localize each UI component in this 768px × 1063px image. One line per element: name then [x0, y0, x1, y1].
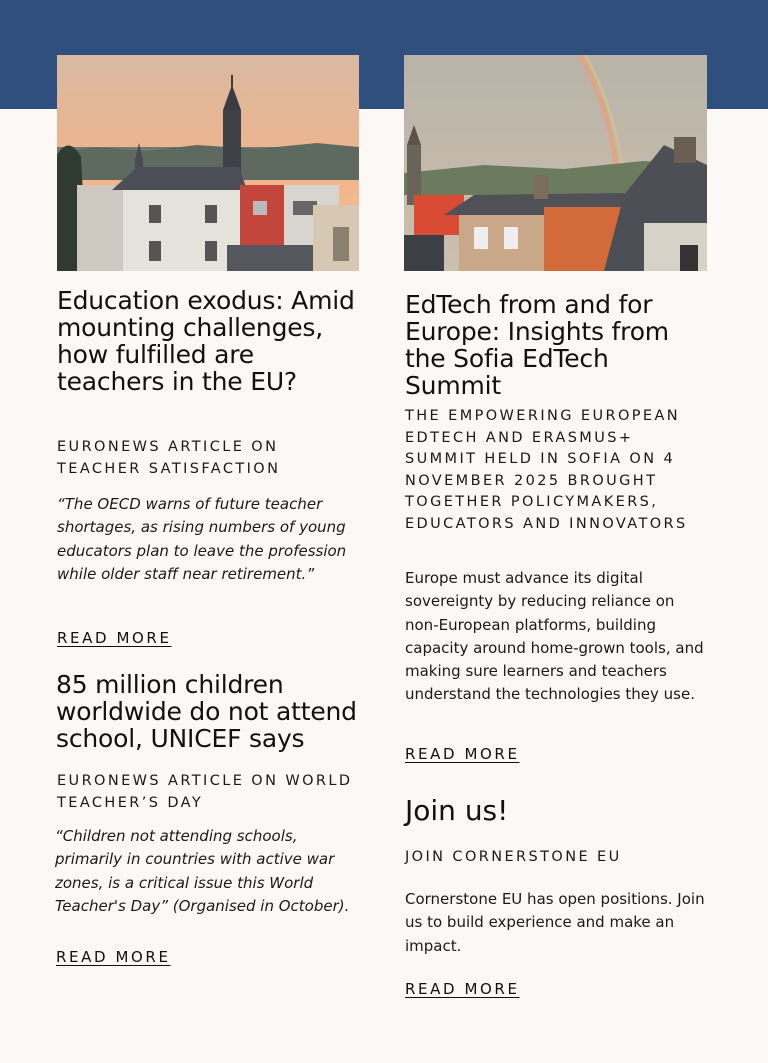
article-title-85-million-children: 85 million children worldwide do not attend school, UNICEF says — [56, 670, 357, 753]
article-body-digital-sovereignty: Europe must advance its digital sovereignty by reducing reliance on non-European platforms, building capacity around home-grown tools, and making sure learners and teachers understand the technologies they use. — [405, 569, 704, 704]
article-title-education-exodus: Education exodus: Amid mounting challenges, how fulfilled are teachers in the EU? — [57, 286, 355, 396]
article-kicker-teacher-satisfaction: EURONEWS ARTICLE ON TEACHER SATISFACTION — [57, 439, 281, 477]
article-quote-unicef: “Children not attending schools, primarily in countries with active war zones, is a critical issue this World Teacher's Day” (Organised in October). — [55, 827, 350, 915]
article-photo-rainbow-rooftops — [404, 55, 707, 271]
read-more-link-education-exodus[interactable]: READ MORE — [57, 629, 172, 647]
read-more-link-join[interactable]: READ MORE — [405, 980, 520, 998]
join-us-title: Join us! — [405, 794, 509, 827]
article-photo-church-sunset — [57, 55, 359, 271]
join-kicker-cornerstone: JOIN CORNERSTONE EU — [405, 849, 622, 865]
join-body-open-positions: Cornerstone EU has open positions. Join us to build experience and make an impact. — [405, 890, 705, 955]
read-more-link-unicef[interactable]: READ MORE — [56, 948, 171, 966]
article-kicker-world-teachers-day: EURONEWS ARTICLE ON WORLD TEACHER’S DAY — [57, 773, 353, 811]
read-more-link-edtech[interactable]: READ MORE — [405, 745, 520, 763]
article-quote-oecd: “The OECD warns of future teacher shortages, as rising numbers of young educators plan to leave the profession while older staff near retirement.” — [57, 495, 347, 583]
article-title-edtech-sofia: EdTech from and for Europe: Insights from the Sofia EdTech Summit — [405, 290, 669, 400]
article-kicker-edtech-summit: THE EMPOWERING EUROPEAN EDTECH AND ERASMUS+ SUMMIT HELD IN SOFIA ON 4 NOVEMBER 2025 BROUGHT TOGETHER POLICYMAKERS, EDUCATORS AND INNOVATORS — [405, 408, 688, 532]
